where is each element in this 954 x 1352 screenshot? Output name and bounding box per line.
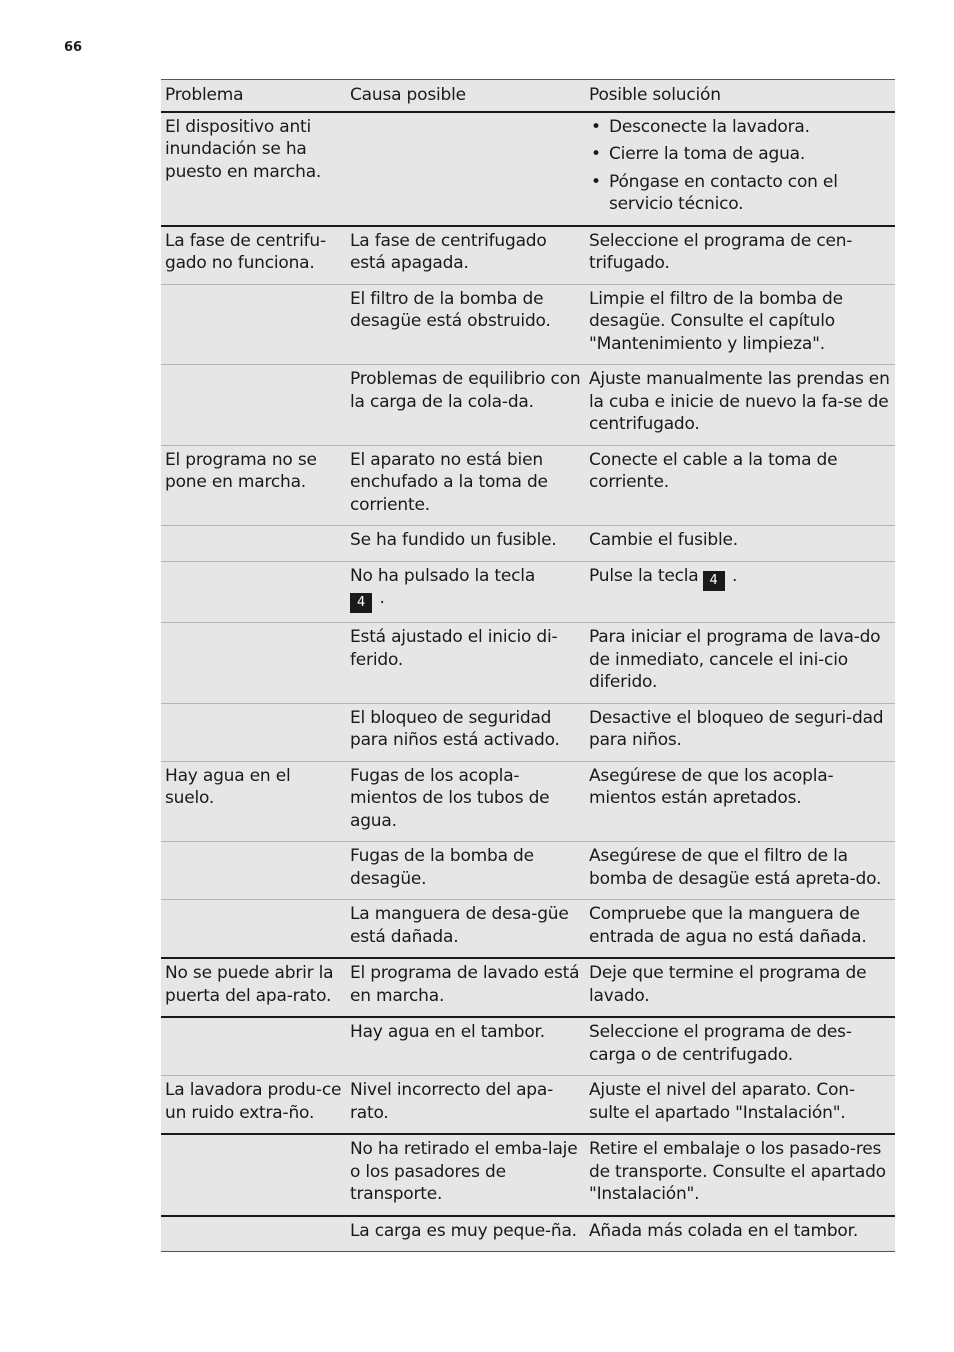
cause-cell: Nivel incorrecto del apa-rato. <box>346 1076 585 1135</box>
problem-cell <box>161 1134 346 1216</box>
page-number: 66 <box>64 40 83 55</box>
table-row <box>161 623 895 704</box>
solution-cell: Deje que termine el programa de lavado. <box>585 958 895 1017</box>
cause-cell <box>346 112 585 226</box>
problem-cell: El programa no se pone en marcha. <box>161 445 346 526</box>
cause-cell: El bloqueo de seguridad para niños está activado. <box>346 703 585 761</box>
cause-cell: No ha retirado el emba-laje o los pasadores de transporte. <box>346 1134 585 1216</box>
problem-cell <box>161 526 346 562</box>
key-4-symbol: 4 <box>703 571 725 591</box>
table-row <box>161 445 895 526</box>
cause-cell: La fase de centrifugado está apagada. <box>346 226 585 285</box>
table-row <box>161 1017 895 1076</box>
cause-cell <box>346 561 585 623</box>
solution-cell <box>585 112 895 226</box>
solution-cell: Ajuste manualmente las prendas en la cuba e inicie de nuevo la fa-se de centrifugado. <box>585 365 895 446</box>
solution-cell: Seleccione el programa de cen-trifugado. <box>585 226 895 285</box>
table-row <box>161 958 895 1017</box>
solution-list-item: • Desconecte la lavadora. <box>589 116 891 139</box>
solution-cell: Retire el embalaje o los pasado-res de transporte. Consulte el apartado "Instalación". <box>585 1134 895 1216</box>
problem-cell <box>161 1216 346 1252</box>
problem-cell: El dispositivo anti inundación se ha puesto en marcha. <box>161 112 346 226</box>
cause-text: No ha pulsado la tecla <box>350 565 536 586</box>
troubleshooting-table <box>161 79 895 1252</box>
table-row <box>161 703 895 761</box>
table-row <box>161 1134 895 1216</box>
solution-suffix: . <box>732 565 738 586</box>
problem-cell: No se puede abrir la puerta del apa-rato. <box>161 958 346 1017</box>
solution-list-item: • Póngase en contacto con el servicio técnico. <box>589 171 891 216</box>
table-row <box>161 365 895 446</box>
column-header-solution: Posible solución <box>585 80 895 112</box>
cause-cell: El aparato no está bien enchufado a la toma de corriente. <box>346 445 585 526</box>
table-row <box>161 112 895 226</box>
solution-cell: Añada más colada en el tambor. <box>585 1216 895 1252</box>
table-row <box>161 900 895 959</box>
solution-cell: Para iniciar el programa de lava-do de inmediato, cancele el ini-cio diferido. <box>585 623 895 704</box>
problem-cell <box>161 703 346 761</box>
problem-cell: Hay agua en el suelo. <box>161 761 346 842</box>
key-4-symbol: 4 <box>350 593 372 613</box>
cause-cell: Está ajustado el inicio di-ferido. <box>346 623 585 704</box>
table-header-row <box>161 80 895 112</box>
problem-cell <box>161 900 346 959</box>
problem-cell: La fase de centrifu-gado no funciona. <box>161 226 346 285</box>
cause-cell: Problemas de equilibrio con la carga de la cola-da. <box>346 365 585 446</box>
column-header-problem: Problema <box>161 80 346 112</box>
solution-cell <box>585 561 895 623</box>
problem-cell <box>161 1017 346 1076</box>
table-row <box>161 1076 895 1135</box>
cause-cell: Fugas de la bomba de desagüe. <box>346 842 585 900</box>
cause-suffix: . <box>379 588 385 608</box>
problem-cell <box>161 842 346 900</box>
cause-cell: La manguera de desa-güe está dañada. <box>346 900 585 959</box>
solution-list <box>589 116 891 216</box>
solution-cell: Conecte el cable a la toma de corriente. <box>585 445 895 526</box>
table-row <box>161 284 895 365</box>
table-row <box>161 526 895 562</box>
cause-cell: Fugas de los acopla-mientos de los tubos de agua. <box>346 761 585 842</box>
column-header-cause: Causa posible <box>346 80 585 112</box>
solution-list-item: • Cierre la toma de agua. <box>589 143 891 166</box>
solution-text: Pulse la tecla <box>589 565 699 586</box>
problem-cell <box>161 365 346 446</box>
cause-cell: El programa de lavado está en marcha. <box>346 958 585 1017</box>
table-row <box>161 761 895 842</box>
cause-cell: El filtro de la bomba de desagüe está obstruido. <box>346 284 585 365</box>
solution-cell: Desactive el bloqueo de seguri-dad para niños. <box>585 703 895 761</box>
table-row <box>161 226 895 285</box>
problem-cell <box>161 284 346 365</box>
cause-cell: Hay agua en el tambor. <box>346 1017 585 1076</box>
solution-cell: Seleccione el programa de des-carga o de centrifugado. <box>585 1017 895 1076</box>
problem-cell <box>161 623 346 704</box>
solution-cell: Cambie el fusible. <box>585 526 895 562</box>
solution-cell: Asegúrese de que el filtro de la bomba de desagüe está apreta-do. <box>585 842 895 900</box>
table-row <box>161 561 895 623</box>
solution-cell: Compruebe que la manguera de entrada de agua no está dañada. <box>585 900 895 959</box>
solution-cell: Asegúrese de que los acopla-mientos están apretados. <box>585 761 895 842</box>
table-row <box>161 1216 895 1252</box>
solution-cell: Limpie el filtro de la bomba de desagüe. Consulte el capítulo "Mantenimiento y limpieza". <box>585 284 895 365</box>
cause-cell: La carga es muy peque-ña. <box>346 1216 585 1252</box>
solution-cell: Ajuste el nivel del aparato. Con-sulte el apartado "Instalación". <box>585 1076 895 1135</box>
problem-cell: La lavadora produ-ce un ruido extra-ño. <box>161 1076 346 1135</box>
table-row <box>161 842 895 900</box>
problem-cell <box>161 561 346 623</box>
cause-cell: Se ha fundido un fusible. <box>346 526 585 562</box>
